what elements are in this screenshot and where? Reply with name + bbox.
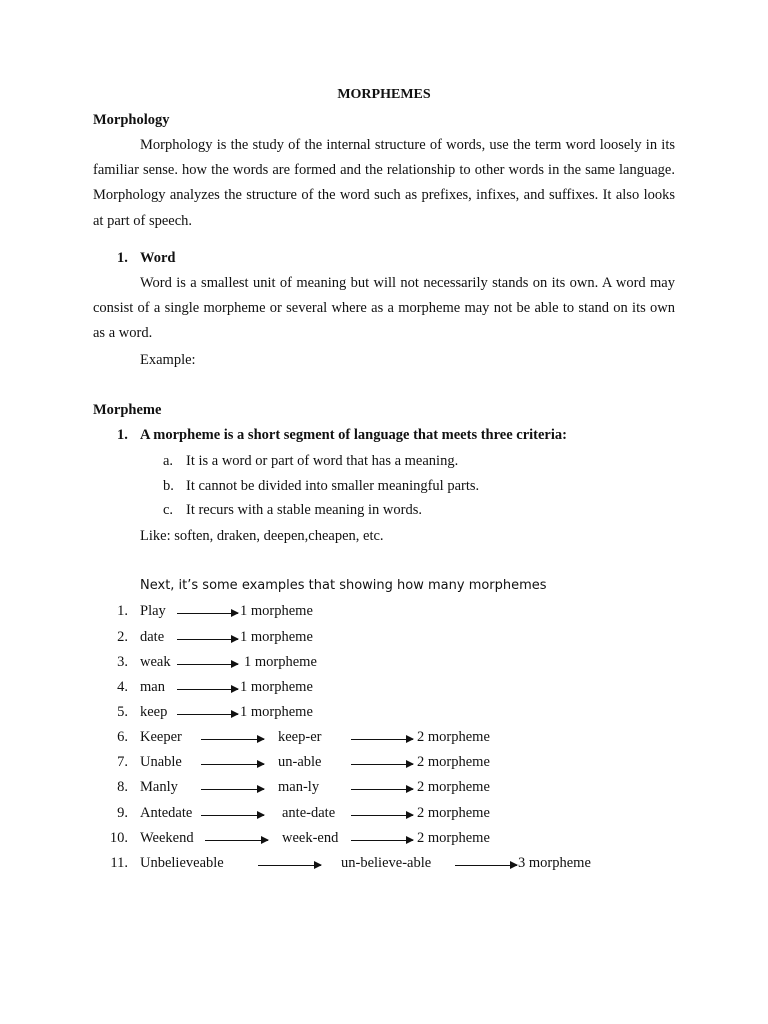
example-result: 2 morpheme: [417, 729, 490, 745]
example-row: [0, 779, 768, 799]
morpheme-heading: Morpheme: [93, 402, 162, 418]
example-number: 8.: [117, 779, 128, 795]
arrow-icon: [177, 689, 238, 690]
criterion-c-text: It recurs with a stable meaning in words.: [186, 502, 422, 518]
example-split: un-able: [278, 754, 322, 770]
example-row: [0, 855, 768, 875]
criterion-c-letter: c.: [163, 502, 174, 518]
word-section-number: 1.: [117, 250, 128, 266]
example-row: [0, 629, 768, 649]
examples-intro: Next, it’s some examples that showing how many morphemes: [140, 578, 547, 593]
example-number: 4.: [117, 679, 128, 695]
example-split: keep-er: [278, 729, 322, 745]
example-result: 1 morpheme: [240, 704, 313, 720]
criterion-a-letter: a.: [163, 453, 174, 469]
example-result: 1 morpheme: [244, 654, 317, 670]
example-word: Unable: [140, 754, 182, 770]
example-row: [0, 654, 768, 674]
example-word: date: [140, 629, 165, 645]
example-word: man: [140, 679, 165, 695]
arrow-icon: [201, 789, 264, 790]
example-label: Example:: [140, 352, 196, 368]
example-row: [0, 830, 768, 850]
example-row: [0, 754, 768, 774]
criterion-a-text: It is a word or part of word that has a meaning.: [186, 453, 459, 469]
arrow-icon: [455, 865, 517, 866]
example-number: 10.: [109, 830, 128, 846]
example-result: 1 morpheme: [240, 679, 313, 695]
arrow-icon: [201, 815, 264, 816]
example-split: un-believe-able: [341, 855, 432, 871]
example-row: [0, 603, 768, 623]
criterion-b-text: It cannot be divided into smaller meaningful parts.: [186, 478, 480, 494]
example-number: 3.: [117, 654, 128, 670]
criterion-b-letter: b.: [163, 478, 174, 494]
example-number: 7.: [117, 754, 128, 770]
arrow-icon: [205, 840, 268, 841]
criteria-heading: A morpheme is a short segment of language that meets three criteria:: [140, 427, 567, 443]
example-word: Play: [140, 603, 166, 619]
example-word: Manly: [140, 779, 178, 795]
morphology-heading: Morphology: [93, 112, 170, 128]
example-number: 11.: [110, 855, 128, 871]
example-row: [0, 704, 768, 724]
page-title: MORPHEMES: [337, 87, 431, 102]
example-row: [0, 805, 768, 825]
example-result: 1 morpheme: [240, 629, 313, 645]
arrow-icon: [177, 714, 238, 715]
arrow-icon: [177, 639, 238, 640]
arrow-icon: [351, 789, 413, 790]
criteria-number: 1.: [117, 427, 128, 443]
example-word: Antedate: [140, 805, 193, 821]
arrow-icon: [201, 764, 264, 765]
example-result: 1 morpheme: [240, 603, 313, 619]
example-row: [0, 679, 768, 699]
example-result: 2 morpheme: [417, 830, 490, 846]
arrow-icon: [351, 764, 413, 765]
example-split: man-ly: [278, 779, 320, 795]
arrow-icon: [351, 840, 413, 841]
word-section-heading: Word: [140, 250, 176, 266]
example-result: 2 morpheme: [417, 779, 490, 795]
arrow-icon: [177, 664, 238, 665]
example-number: 2.: [117, 629, 128, 645]
example-word: keep: [140, 704, 168, 720]
example-number: 6.: [117, 729, 128, 745]
example-number: 9.: [117, 805, 128, 821]
like-line: Like: soften, draken, deepen,cheapen, etc.: [140, 528, 384, 544]
example-result: 2 morpheme: [417, 754, 490, 770]
example-word: weak: [140, 654, 171, 670]
arrow-icon: [177, 613, 238, 614]
word-section-paragraph: Word is a smallest unit of meaning but will not necessarily stands on its own. A word may consist of a single morpheme or several where as a morpheme may not be able to stand on its own as a word.: [93, 275, 675, 342]
example-number: 1.: [117, 603, 128, 619]
example-result: 2 morpheme: [417, 805, 490, 821]
arrow-icon: [201, 739, 264, 740]
example-result: 3 morpheme: [518, 855, 591, 871]
morphology-paragraph: Morphology is the study of the internal structure of words, use the term word loosely in its familiar sense. how the words are formed and the relationship to other words in the same language. Morphology analyzes the structure of the word such as prefixes, infixes, and suffixes. It also looks at part of speech.: [93, 137, 675, 229]
example-word: Weekend: [140, 830, 194, 846]
example-word: Unbelieveable: [140, 855, 224, 871]
arrow-icon: [258, 865, 321, 866]
example-split: week-end: [282, 830, 339, 846]
example-split: ante-date: [282, 805, 336, 821]
arrow-icon: [351, 739, 413, 740]
example-row: [0, 729, 768, 749]
arrow-icon: [351, 815, 413, 816]
example-number: 5.: [117, 704, 128, 720]
example-word: Keeper: [140, 729, 182, 745]
